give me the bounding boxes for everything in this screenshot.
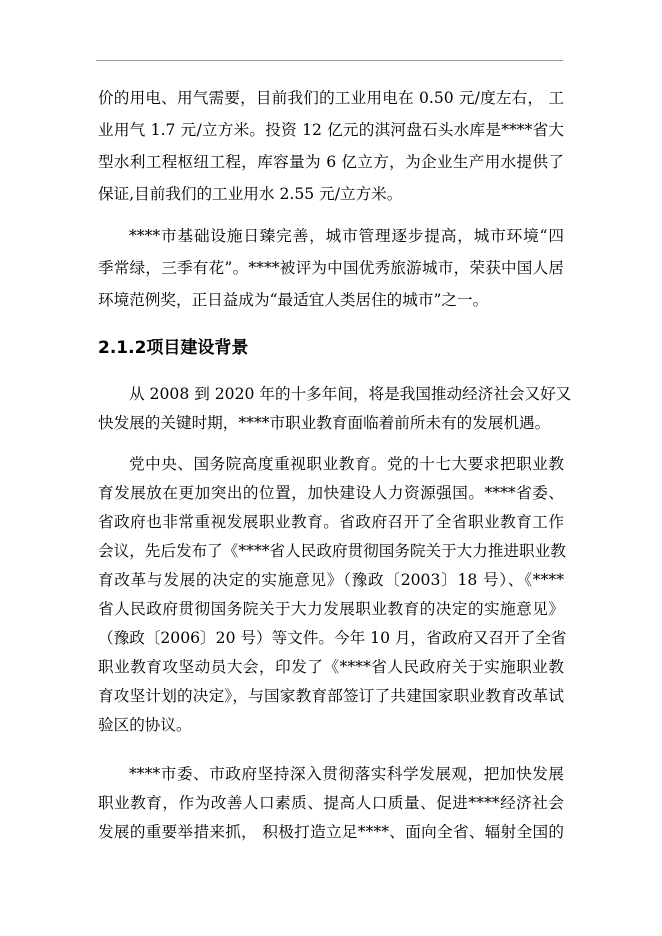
text-line: 省人民政府贯彻国务院关于大力发展职业教育的决定的实施意见》 — [98, 600, 564, 618]
text-line: 快发展的关键时期，****市职业教育面临着前所未有的发展机遇。 — [98, 414, 551, 432]
text-line: 育改革与发展的决定的实施意见》（豫政〔2003〕18 号）、《**** — [98, 571, 564, 589]
text-line: 验区的协议。 — [98, 716, 192, 734]
text-line: 发展的重要举措来抓， 积极打造立足****、面向全省、辐射全国的 — [98, 823, 564, 841]
text-line: ****市基础设施日臻完善，城市管理逐步提高，城市环境“四 — [129, 227, 564, 245]
text-line: 季常绿，三季有花”。****被评为中国优秀旅游城市，荣获中国人居 — [98, 259, 564, 277]
text-line: 党中央、国务院高度重视职业教育。党的十七大要求把职业教 — [129, 455, 564, 473]
text-line: 会议，先后发布了《****省人民政府贯彻国务院关于大力推进职业教 — [98, 542, 566, 560]
text-line: 保证,目前我们的工业用水 2.55 元/立方米。 — [98, 185, 403, 203]
section-heading: 2.1.2项目建设背景 — [98, 338, 249, 358]
text-line: 型水利工程枢纽工程，库容量为 6 亿立方，为企业生产用水提供了 — [98, 153, 564, 171]
text-line: 业用气 1.7 元/立方米。投资 12 亿元的淇河盘石头水库是****省大 — [98, 121, 564, 139]
text-line: ****市委、市政府坚持深入贯彻落实科学发展观，把加快发展 — [129, 765, 564, 783]
text-line: 职业教育，作为改善人口素质、提高人口质量、促进****经济社会 — [98, 794, 564, 812]
text-line: 从 2008 到 2020 年的十多年间，将是我国推动经济社会又好又 — [129, 385, 572, 403]
text-line: 省政府也非常重视发展职业教育。省政府召开了全省职业教育工作 — [98, 513, 564, 531]
text-line: 职业教育攻坚动员大会，印发了《****省人民政府关于实施职业教 — [98, 658, 564, 676]
text-line: 育攻坚计划的决定》，与国家教育部签订了共建国家职业教育改革试 — [98, 687, 564, 705]
text-line: 环境范例奖，正日益成为“最适宜人类居住的城市”之一。 — [98, 291, 489, 309]
page-header-rule — [96, 60, 563, 61]
text-line: 价的用电、用气需要，目前我们的工业用电在 0.50 元/度左右， 工 — [98, 89, 564, 107]
text-line: （豫政〔2006〕20 号）等文件。今年 10 月，省政府又召开了全省 — [98, 629, 567, 647]
text-line: 育发展放在更加突出的位置，加快建设人力资源强国。****省委、 — [98, 484, 564, 502]
